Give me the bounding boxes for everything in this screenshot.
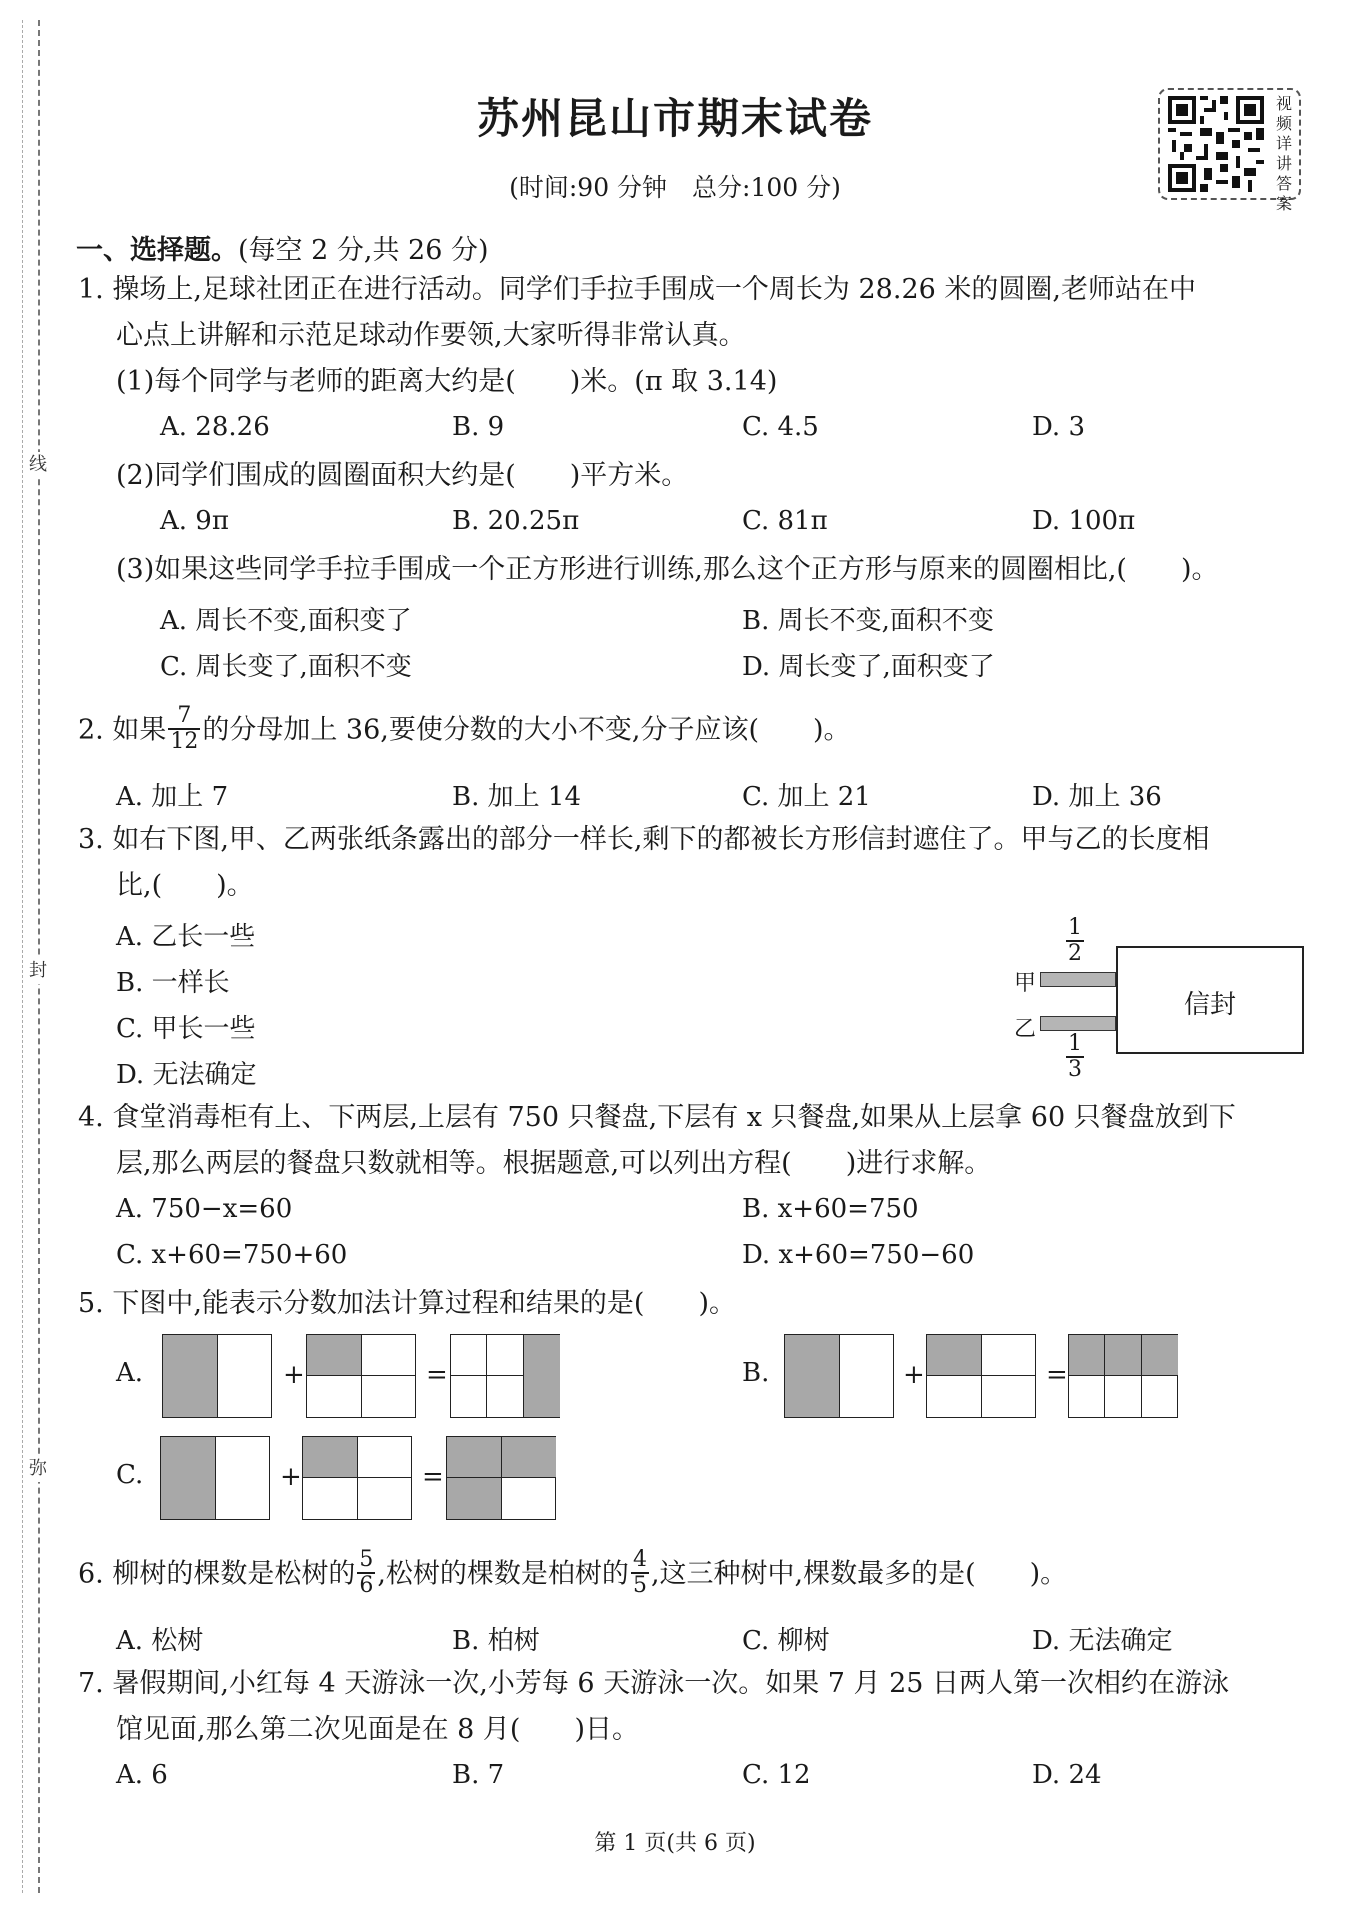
q3-top-fraction [1066,916,1084,966]
q6-frac1-numerator: 5 [359,1547,374,1572]
q1-sub3-option-c[interactable]: C. 周长变了,面积不变 [160,652,412,682]
q7-option-b[interactable]: B. 7 [452,1760,505,1790]
q7-option-c[interactable]: C. 12 [742,1760,811,1790]
page-title: 苏州昆山市期末试卷 [476,94,873,143]
q5-b-equals: = [1046,1360,1068,1390]
q1-sub3-option-b[interactable]: B. 周长不变,面积不变 [742,606,994,636]
q4-stem-line2: 层,那么两层的餐盘只数就相等。根据题意,可以列出方程( )进行求解。 [116,1148,992,1179]
q5-a2-cell-shaded [307,1335,362,1376]
q5-b-grid-1 [784,1334,894,1418]
q6-frac2-denominator: 5 [632,1573,647,1598]
q5-c-plus: + [280,1462,302,1492]
q4-stem-line1: 4. 食堂消毒柜有上、下两层,上层有 750 只餐盘,下层有 x 只餐盘,如果从上层拿 60 只餐盘放到下 [78,1102,1236,1133]
exam-time-info: (时间:90 分钟 总分:100 分) [509,173,841,202]
q6-stem [78,1547,1068,1600]
q5-a1-cell-shaded [163,1335,218,1417]
q5-b-grid-2 [926,1334,1036,1418]
margin-label-xian: 线 [27,452,49,478]
q2-option-c[interactable]: C. 加上 21 [742,782,871,812]
section-points: (每空 2 分,共 26 分) [238,235,489,266]
q6-suffix: ,这三种树中,棵数最多的是( )。 [650,1558,1068,1590]
q1-sub3-option-d[interactable]: D. 周长变了,面积变了 [742,652,995,682]
q5-option-b-label[interactable]: B. [742,1358,770,1388]
section-title: 一、选择题。 [76,235,238,266]
q3-top-frac-num: 1 [1068,915,1082,940]
q1-sub2-option-a[interactable]: A. 9π [160,506,229,536]
q3-strip-jia [1040,972,1116,987]
q6-option-a[interactable]: A. 松树 [116,1626,204,1656]
page-number: 第 1 页(共 6 页) [594,1831,756,1856]
binding-dashed-line [38,20,40,1893]
q3-envelope-figure [1004,916,1304,1086]
q1-sub1-option-d[interactable]: D. 3 [1032,412,1085,442]
q1-sub2-option-c[interactable]: C. 81π [742,506,828,536]
q5-c-equals: = [422,1462,444,1492]
q6-option-d[interactable]: D. 无法确定 [1032,1626,1173,1656]
q2-fraction [168,704,200,754]
q6-fraction-2 [631,1548,649,1598]
q1-stem-line2: 心点上讲解和示范足球动作要领,大家听得非常认真。 [116,320,746,351]
q5-a-equals: = [426,1360,448,1390]
q3-bottom-frac-den: 3 [1068,1057,1082,1082]
q1-sub3: (3)如果这些同学手拉手围成一个正方形进行训练,那么这个正方形与原来的圆圈相比,( )。 [116,554,1219,585]
qr-code-icon [1168,96,1264,192]
qr-label: 视频详讲答案 [1275,94,1292,213]
q6-middle: ,松树的棵数是柏树的 [377,1558,629,1590]
q7-stem-line2: 馆见面,那么第二次见面是在 8 月( )日。 [116,1714,639,1745]
q3-bottom-frac-num: 1 [1068,1031,1082,1056]
q3-label-jia: 甲 [1014,971,1037,996]
q2-stem [78,703,851,756]
q5-stem: 5. 下图中,能表示分数加法计算过程和结果的是( )。 [78,1288,736,1319]
q1-stem-line1: 1. 操场上,足球社团正在进行活动。同学们手拉手围成一个周长为 28.26 米的圆圈,老师站在中 [78,274,1196,305]
q6-fraction-1 [357,1548,375,1598]
q1-sub3-option-a[interactable]: A. 周长不变,面积变了 [160,606,412,636]
q7-option-a[interactable]: A. 6 [116,1760,168,1790]
q3-envelope-rect [1116,946,1304,1054]
q3-strip-yi [1040,1016,1116,1031]
section-heading [76,228,489,267]
q3-option-a[interactable]: A. 乙长一些 [116,922,256,952]
q4-option-a[interactable]: A. 750−x=60 [116,1194,293,1224]
q5-c1-cell-shaded [161,1437,216,1519]
q5-c-grid-2 [302,1436,412,1520]
q4-option-c[interactable]: C. x+60=750+60 [116,1240,348,1270]
q5-c2-cell-shaded [303,1437,358,1478]
q5-b-grid-3 [1068,1334,1178,1418]
q5-b-plus: + [903,1360,925,1390]
q4-option-b[interactable]: B. x+60=750 [742,1194,919,1224]
q4-option-d[interactable]: D. x+60=750−60 [742,1240,975,1270]
q1-sub2-option-d[interactable]: D. 100π [1032,506,1136,536]
margin-label-mi: 弥 [27,1456,49,1482]
q6-frac1-denominator: 6 [359,1573,374,1598]
q5-a-grid-2 [306,1334,416,1418]
q3-envelope-label: 信封 [1183,990,1236,1020]
q2-option-b[interactable]: B. 加上 14 [452,782,581,812]
q3-top-frac-den: 2 [1068,941,1082,966]
q5-a-grid-3 [450,1334,560,1418]
q1-sub1-option-b[interactable]: B. 9 [452,412,505,442]
q6-option-c[interactable]: C. 柳树 [742,1626,830,1656]
q6-frac2-numerator: 4 [632,1547,647,1572]
q5-c-grid-1 [160,1436,270,1520]
q1-sub1-option-a[interactable]: A. 28.26 [160,412,270,442]
q1-sub2: (2)同学们围成的圆圈面积大约是( )平方米。 [116,460,689,491]
q1-sub1-option-c[interactable]: C. 4.5 [742,412,819,442]
q5-a3-cell-shaded [524,1335,560,1417]
q1-sub1: (1)每个同学与老师的距离大约是( )米。(π 取 3.14) [116,366,778,397]
q1-sub2-option-b[interactable]: B. 20.25π [452,506,580,536]
q5-b1-cell-shaded [785,1335,840,1417]
q3-stem-line1: 3. 如右下图,甲、乙两张纸条露出的部分一样长,剩下的都被长方形信封遮住了。甲与乙的长度相 [78,824,1210,855]
qr-code-box[interactable] [1158,88,1301,213]
q5-c-grid-3 [446,1436,556,1520]
q2-option-a[interactable]: A. 加上 7 [116,782,229,812]
q2-option-d[interactable]: D. 加上 36 [1032,782,1162,812]
q2-frac-denominator: 12 [170,729,199,754]
q5-b2-cell-shaded [927,1335,982,1376]
q3-bottom-fraction [1066,1032,1084,1082]
q3-option-d[interactable]: D. 无法确定 [116,1060,257,1090]
q3-label-yi: 乙 [1014,1017,1037,1042]
q5-option-a-label[interactable]: A. [116,1358,144,1388]
q6-prefix: 6. 柳树的棵数是松树的 [78,1558,356,1590]
q2-frac-numerator: 7 [168,704,200,730]
q7-option-d[interactable]: D. 24 [1032,1760,1102,1790]
margin-label-feng: 封 [27,958,49,984]
q5-option-c-label[interactable]: C. [116,1460,144,1490]
q5-a-plus: + [283,1360,305,1390]
q3-option-c[interactable]: C. 甲长一些 [116,1014,256,1044]
q2-suffix: 的分母加上 36,要使分数的大小不变,分子应该( )。 [202,714,851,746]
q7-stem-line1: 7. 暑假期间,小红每 4 天游泳一次,小芳每 6 天游泳一次。如果 7 月 25 日两人第一次相约在游泳 [78,1668,1230,1699]
q2-prefix: 2. 如果 [78,714,167,746]
q3-option-b[interactable]: B. 一样长 [116,968,230,998]
page-edge-line [22,20,23,1893]
q5-a-grid-1 [162,1334,272,1418]
q3-stem-line2: 比,( )。 [116,870,254,901]
q6-option-b[interactable]: B. 柏树 [452,1626,540,1656]
